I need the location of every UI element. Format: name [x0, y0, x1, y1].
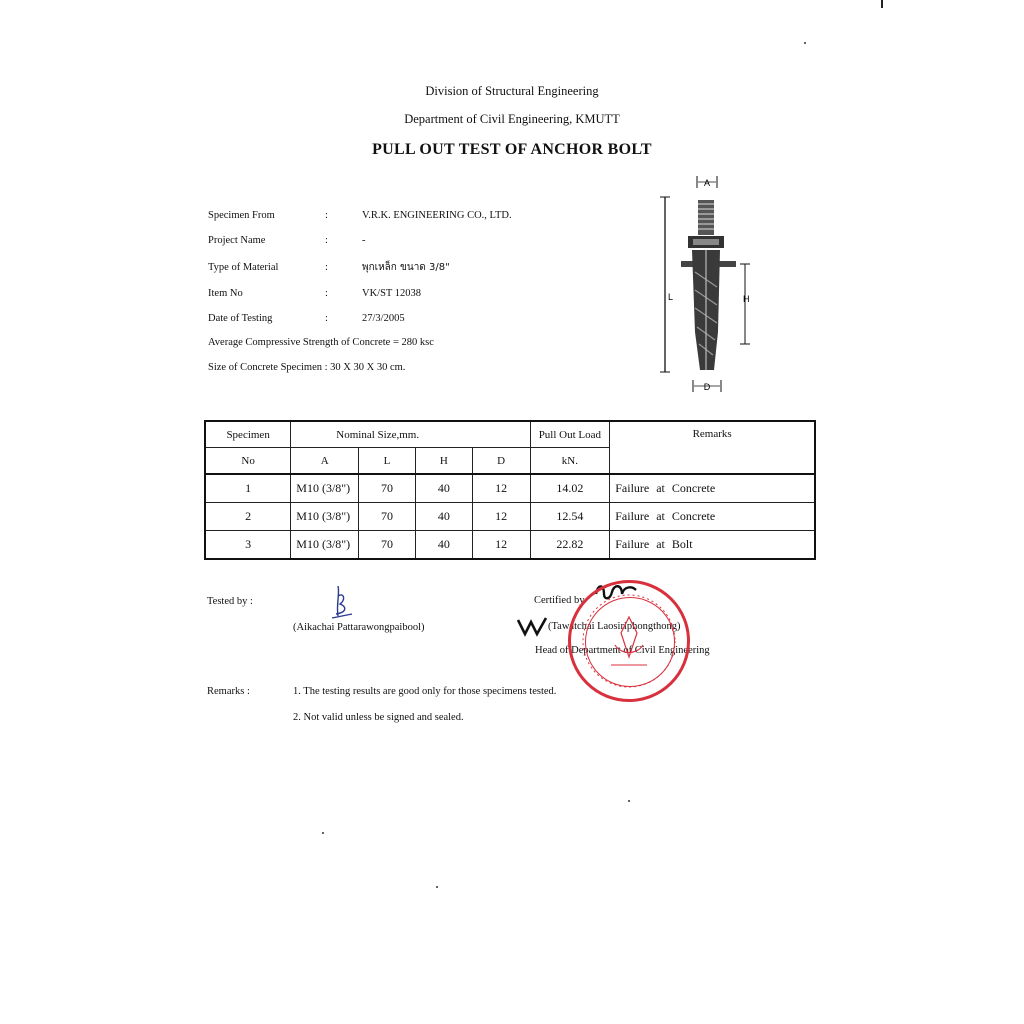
specimen-from-label: Specimen From — [208, 210, 275, 221]
tester-name: (Aikachai Pattarawongpaibool) — [293, 622, 425, 633]
item-no-label: Item No — [208, 288, 243, 299]
scan-edge-mark — [881, 0, 883, 8]
cell-no: 1 — [205, 474, 291, 503]
header-l: L — [359, 448, 416, 475]
testing-date-label: Date of Testing — [208, 313, 273, 324]
scan-speck — [628, 800, 630, 802]
cell-l: 70 — [359, 503, 416, 531]
remark-item: 2. Not valid unless be signed and sealed. — [293, 712, 464, 723]
table-row — [205, 531, 815, 560]
cell-d: 12 — [472, 474, 530, 503]
anchor-bolt-diagram — [655, 172, 770, 397]
dimension-a-label: A — [703, 178, 711, 188]
scan-speck — [436, 886, 438, 888]
colon: : — [325, 210, 328, 221]
results-table — [204, 420, 816, 560]
cell-remarks: Failure at Concrete — [610, 474, 815, 503]
remark-item: 1. The testing results are good only for those specimens tested. — [293, 686, 557, 697]
header-nominal-size: Nominal Size,mm. — [291, 421, 530, 448]
cell-remarks: Failure at Bolt — [610, 531, 815, 560]
dimension-d-label: D — [703, 382, 711, 392]
cell-h: 40 — [415, 474, 472, 503]
cell-l: 70 — [359, 531, 416, 560]
material-type-label: Type of Material — [208, 262, 279, 273]
concrete-size-line: Size of Concrete Specimen : 30 X 30 X 30 cm. — [208, 362, 406, 373]
department-heading: Department of Civil Engineering, KMUTT — [404, 112, 620, 126]
header-a: A — [291, 448, 359, 475]
dimension-h-label: H — [743, 294, 750, 304]
cell-d: 12 — [472, 531, 530, 560]
cell-h: 40 — [415, 531, 472, 560]
project-name-label: Project Name — [208, 235, 266, 246]
cell-remarks: Failure at Concrete — [610, 503, 815, 531]
tested-by-label: Tested by : — [207, 596, 253, 607]
cell-no: 2 — [205, 503, 291, 531]
report-title: PULL OUT TEST OF ANCHOR BOLT — [372, 141, 652, 158]
testing-date-value: 27/3/2005 — [362, 313, 405, 324]
tester-signature — [328, 584, 358, 620]
header-no: No — [205, 448, 291, 475]
cell-h: 40 — [415, 503, 472, 531]
material-type-value: พุกเหล็ก ขนาด 3/8" — [362, 262, 450, 273]
dimension-l-label: L — [668, 292, 674, 302]
colon: : — [325, 288, 328, 299]
certified-by-label: Certified by — [534, 595, 585, 606]
official-seal-stamp — [568, 580, 690, 702]
colon: : — [325, 235, 328, 246]
table-header-row — [205, 421, 815, 448]
cell-a: M10 (3/8") — [291, 531, 359, 560]
table-row — [205, 503, 815, 531]
header-specimen: Specimen — [205, 421, 291, 448]
colon: : — [325, 262, 328, 273]
scan-speck — [804, 42, 806, 44]
item-no-value: VK/ST 12038 — [362, 288, 422, 299]
certifier-title: Head of Department of Civil Engineering — [535, 645, 710, 656]
cell-a: M10 (3/8") — [291, 474, 359, 503]
concrete-strength-line: Average Compressive Strength of Concrete = 280 ksc — [208, 337, 434, 348]
scan-speck — [322, 832, 324, 834]
certifier-signature — [516, 616, 548, 638]
header-remarks: Remarks — [610, 421, 815, 474]
seal-emblem — [571, 583, 687, 699]
header-h: H — [415, 448, 472, 475]
division-heading: Division of Structural Engineering — [425, 84, 599, 98]
header-pull-out-load: Pull Out Load — [530, 421, 610, 448]
cell-no: 3 — [205, 531, 291, 560]
table-row — [205, 474, 815, 503]
cell-l: 70 — [359, 474, 416, 503]
project-name-value: - — [362, 235, 366, 246]
remarks-label: Remarks : — [207, 686, 250, 697]
cell-load: 14.02 — [530, 474, 610, 503]
cell-a: M10 (3/8") — [291, 503, 359, 531]
cell-d: 12 — [472, 503, 530, 531]
cell-load: 12.54 — [530, 503, 610, 531]
certifier-name: (Tawatchai Laosiriphongthong) — [548, 621, 681, 632]
colon: : — [325, 313, 328, 324]
cell-load: 22.82 — [530, 531, 610, 560]
specimen-from-value: V.R.K. ENGINEERING CO., LTD. — [362, 210, 512, 221]
header-d: D — [472, 448, 530, 475]
header-kn: kN. — [530, 448, 610, 475]
